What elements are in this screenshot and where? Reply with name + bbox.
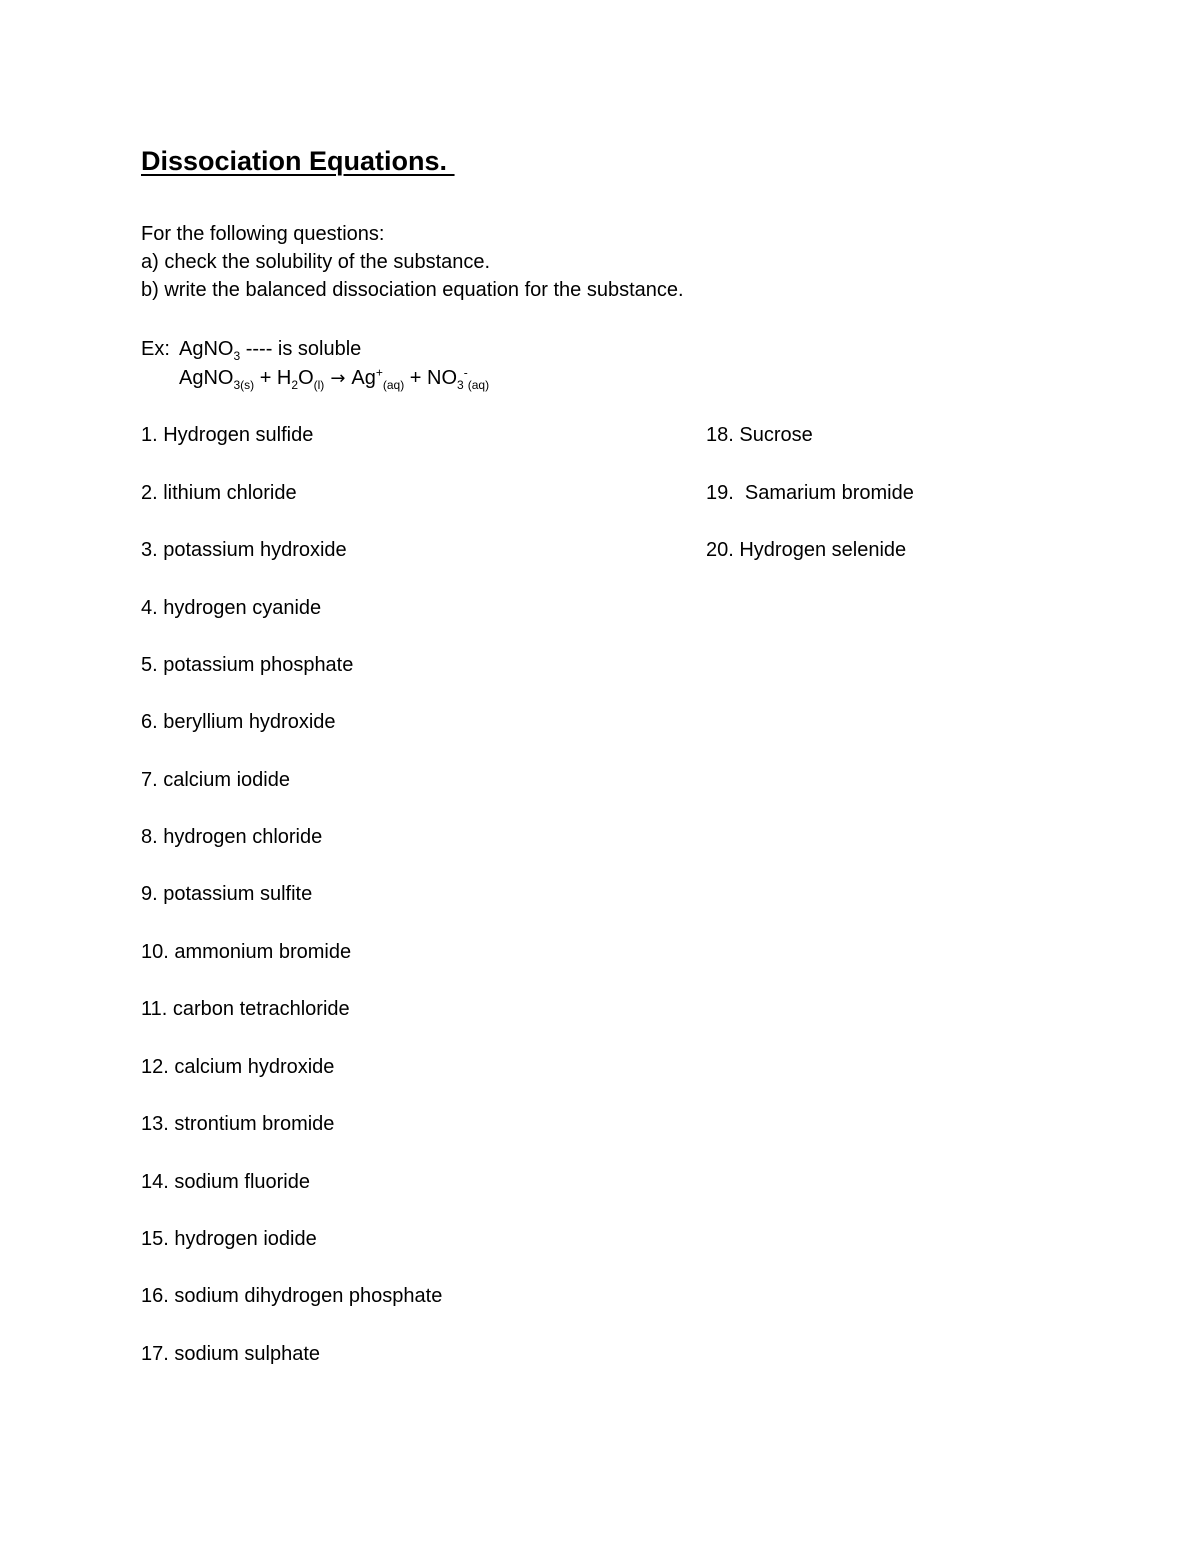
question-item: 5. potassium phosphate xyxy=(141,654,354,676)
eq-product1: Ag xyxy=(351,367,376,389)
question-item: 20. Hydrogen selenide xyxy=(706,539,907,561)
eq-reactant1: AgNO xyxy=(179,367,234,389)
example-compound: AgNO xyxy=(179,338,234,360)
page-title: Dissociation Equations. xyxy=(141,146,455,176)
question-item: 14. sodium fluoride xyxy=(141,1171,310,1193)
eq-reactant1-state: 3(s) xyxy=(233,378,255,392)
eq-product1-charge: + xyxy=(375,365,383,380)
question-item: 10. ammonium bromide xyxy=(141,941,352,963)
eq-product2-charge: - xyxy=(463,365,468,380)
question-item: 13. strontium bromide xyxy=(141,1113,335,1135)
question-item: 11. carbon tetrachloride xyxy=(141,998,350,1020)
question-item: 17. sodium sulphate xyxy=(141,1343,321,1365)
question-item: 2. lithium chloride xyxy=(141,482,297,504)
eq-product1-state: (aq) xyxy=(382,378,405,392)
instruction-step-b: b) write the balanced dissociation equation for the substance. xyxy=(141,279,684,301)
question-item: 9. potassium sulfite xyxy=(141,883,313,905)
question-item: 15. hydrogen iodide xyxy=(141,1228,317,1250)
example-solubility-note: ---- is soluble xyxy=(240,338,362,360)
question-item: 4. hydrogen cyanide xyxy=(141,597,322,619)
eq-reactant2-subscript: 2 xyxy=(291,378,299,392)
eq-reactant2-state: (l) xyxy=(313,378,325,392)
question-item: 1. Hydrogen sulfide xyxy=(141,424,314,446)
question-item: 8. hydrogen chloride xyxy=(141,826,323,848)
eq-plus2: + NO xyxy=(404,367,458,389)
question-item: 6. beryllium hydroxide xyxy=(141,711,336,733)
reaction-arrow-icon: → xyxy=(330,368,346,389)
eq-product2-state: (aq) xyxy=(467,378,490,392)
question-item: 19. Samarium bromide xyxy=(706,482,914,504)
example-compound-subscript: 3 xyxy=(233,349,241,363)
instructions-intro: For the following questions: xyxy=(141,223,385,245)
question-item: 16. sodium dihydrogen phosphate xyxy=(141,1285,443,1307)
question-item: 18. Sucrose xyxy=(706,424,813,446)
instruction-step-a: a) check the solubility of the substance. xyxy=(141,251,491,273)
question-item: 12. calcium hydroxide xyxy=(141,1056,335,1078)
eq-plus1: + H xyxy=(254,367,292,389)
example-compound-line xyxy=(179,335,361,363)
question-item: 3. potassium hydroxide xyxy=(141,539,347,561)
eq-product2-subscript: 3 xyxy=(457,378,464,392)
question-item: 7. calcium iodide xyxy=(141,769,290,791)
eq-reactant2-o: O xyxy=(298,367,314,389)
example-label: Ex: xyxy=(141,338,170,360)
example-equation xyxy=(179,364,489,393)
